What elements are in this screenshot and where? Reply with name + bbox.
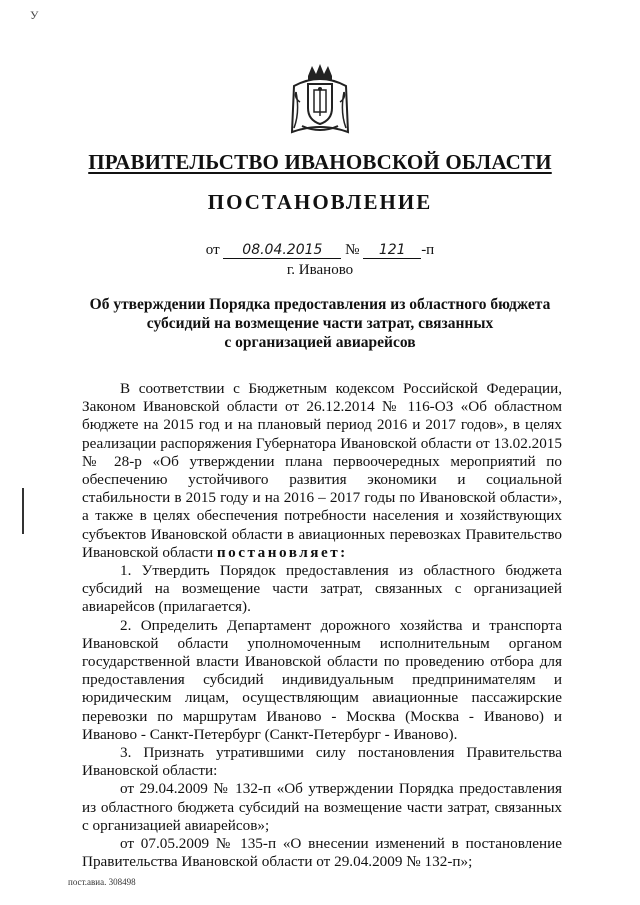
date-prefix: от [205, 242, 220, 258]
number-suffix: -п [421, 242, 435, 258]
preamble-paragraph [82, 380, 562, 562]
resolves-word: постановляет: [216, 543, 348, 561]
city: г. Иваново [286, 262, 354, 278]
preamble-text: В соответствии с Бюджетным кодексом Российской Федерации, Законом Ивановской области от 26.12.2014 № 116-ОЗ «Об областном бюджете на 2015 год и на плановый период 2016 и 2017 годов», в целях реализации распоряжения Губернатора Ивановской области от 13.02.2015 № 28-р «Об утверждении плана первоочередных мероприятий по обеспечению устойчивого развития экономики и социальной стабильности в 2015 году и на 2016 – 2017 годы по Ивановской области», а также в целях обеспечения потребности населения и хозяйствующих субъектов Ивановской области в авиационных перевозках Правительство Ивановской области [82, 380, 562, 561]
item-3-a: от 29.04.2009 № 132-п «Об утверждении Порядка предоставления из областного бюджета субсидий на возмещение части затрат, связанных с организацией авиарейсов»; [82, 780, 562, 834]
margin-mark [22, 488, 24, 534]
item-3: 3. Признать утратившими силу постановления Правительства Ивановской области: [82, 744, 562, 780]
document-type: ПОСТАНОВЛЕНИЕ [207, 190, 433, 214]
item-2: 2. Определить Департамент дорожного хозяйства и транспорта Ивановской области уполномоченным исполнительным органом государственной власти Ивановской области по проведению отбора для предоставления субсидий индивидуальным предпринимателям и юридическим лицам, осуществляющим авиационные пассажирские перевозки по маршрутам Иваново - Москва (Москва - Иваново) и Иваново - Санкт-Петербург (Санкт-Петербург - Иваново). [82, 616, 562, 743]
footer-code: пост.авиа. 308498 [68, 877, 136, 887]
coat-of-arms-icon [288, 62, 352, 138]
subject-line: с организацией авиарейсов [224, 334, 416, 351]
document-subject [60, 295, 580, 352]
handwritten-number: 121 [363, 242, 421, 259]
document-body [82, 380, 562, 871]
government-title: ПРАВИТЕЛЬСТВО ИВАНОВСКОЙ ОБЛАСТИ [88, 150, 552, 174]
date-number-line [0, 242, 640, 259]
corner-mark: У [30, 8, 39, 22]
item-3-b: от 07.05.2009 № 135-п «О внесении изменений в постановление Правительства Ивановской области от 29.04.2009 № 132-п»; [82, 835, 562, 871]
number-sign: № [345, 242, 360, 258]
item-1: 1. Утвердить Порядок предоставления из областного бюджета субсидий на возмещение части затрат, связанных с организацией авиарейсов (прилагается). [82, 562, 562, 616]
handwritten-date: 08.04.2015 [223, 242, 341, 259]
subject-line: субсидий на возмещение части затрат, связанных [146, 315, 494, 332]
subject-line: Об утверждении Порядка предоставления из областного бюджета [89, 296, 551, 313]
